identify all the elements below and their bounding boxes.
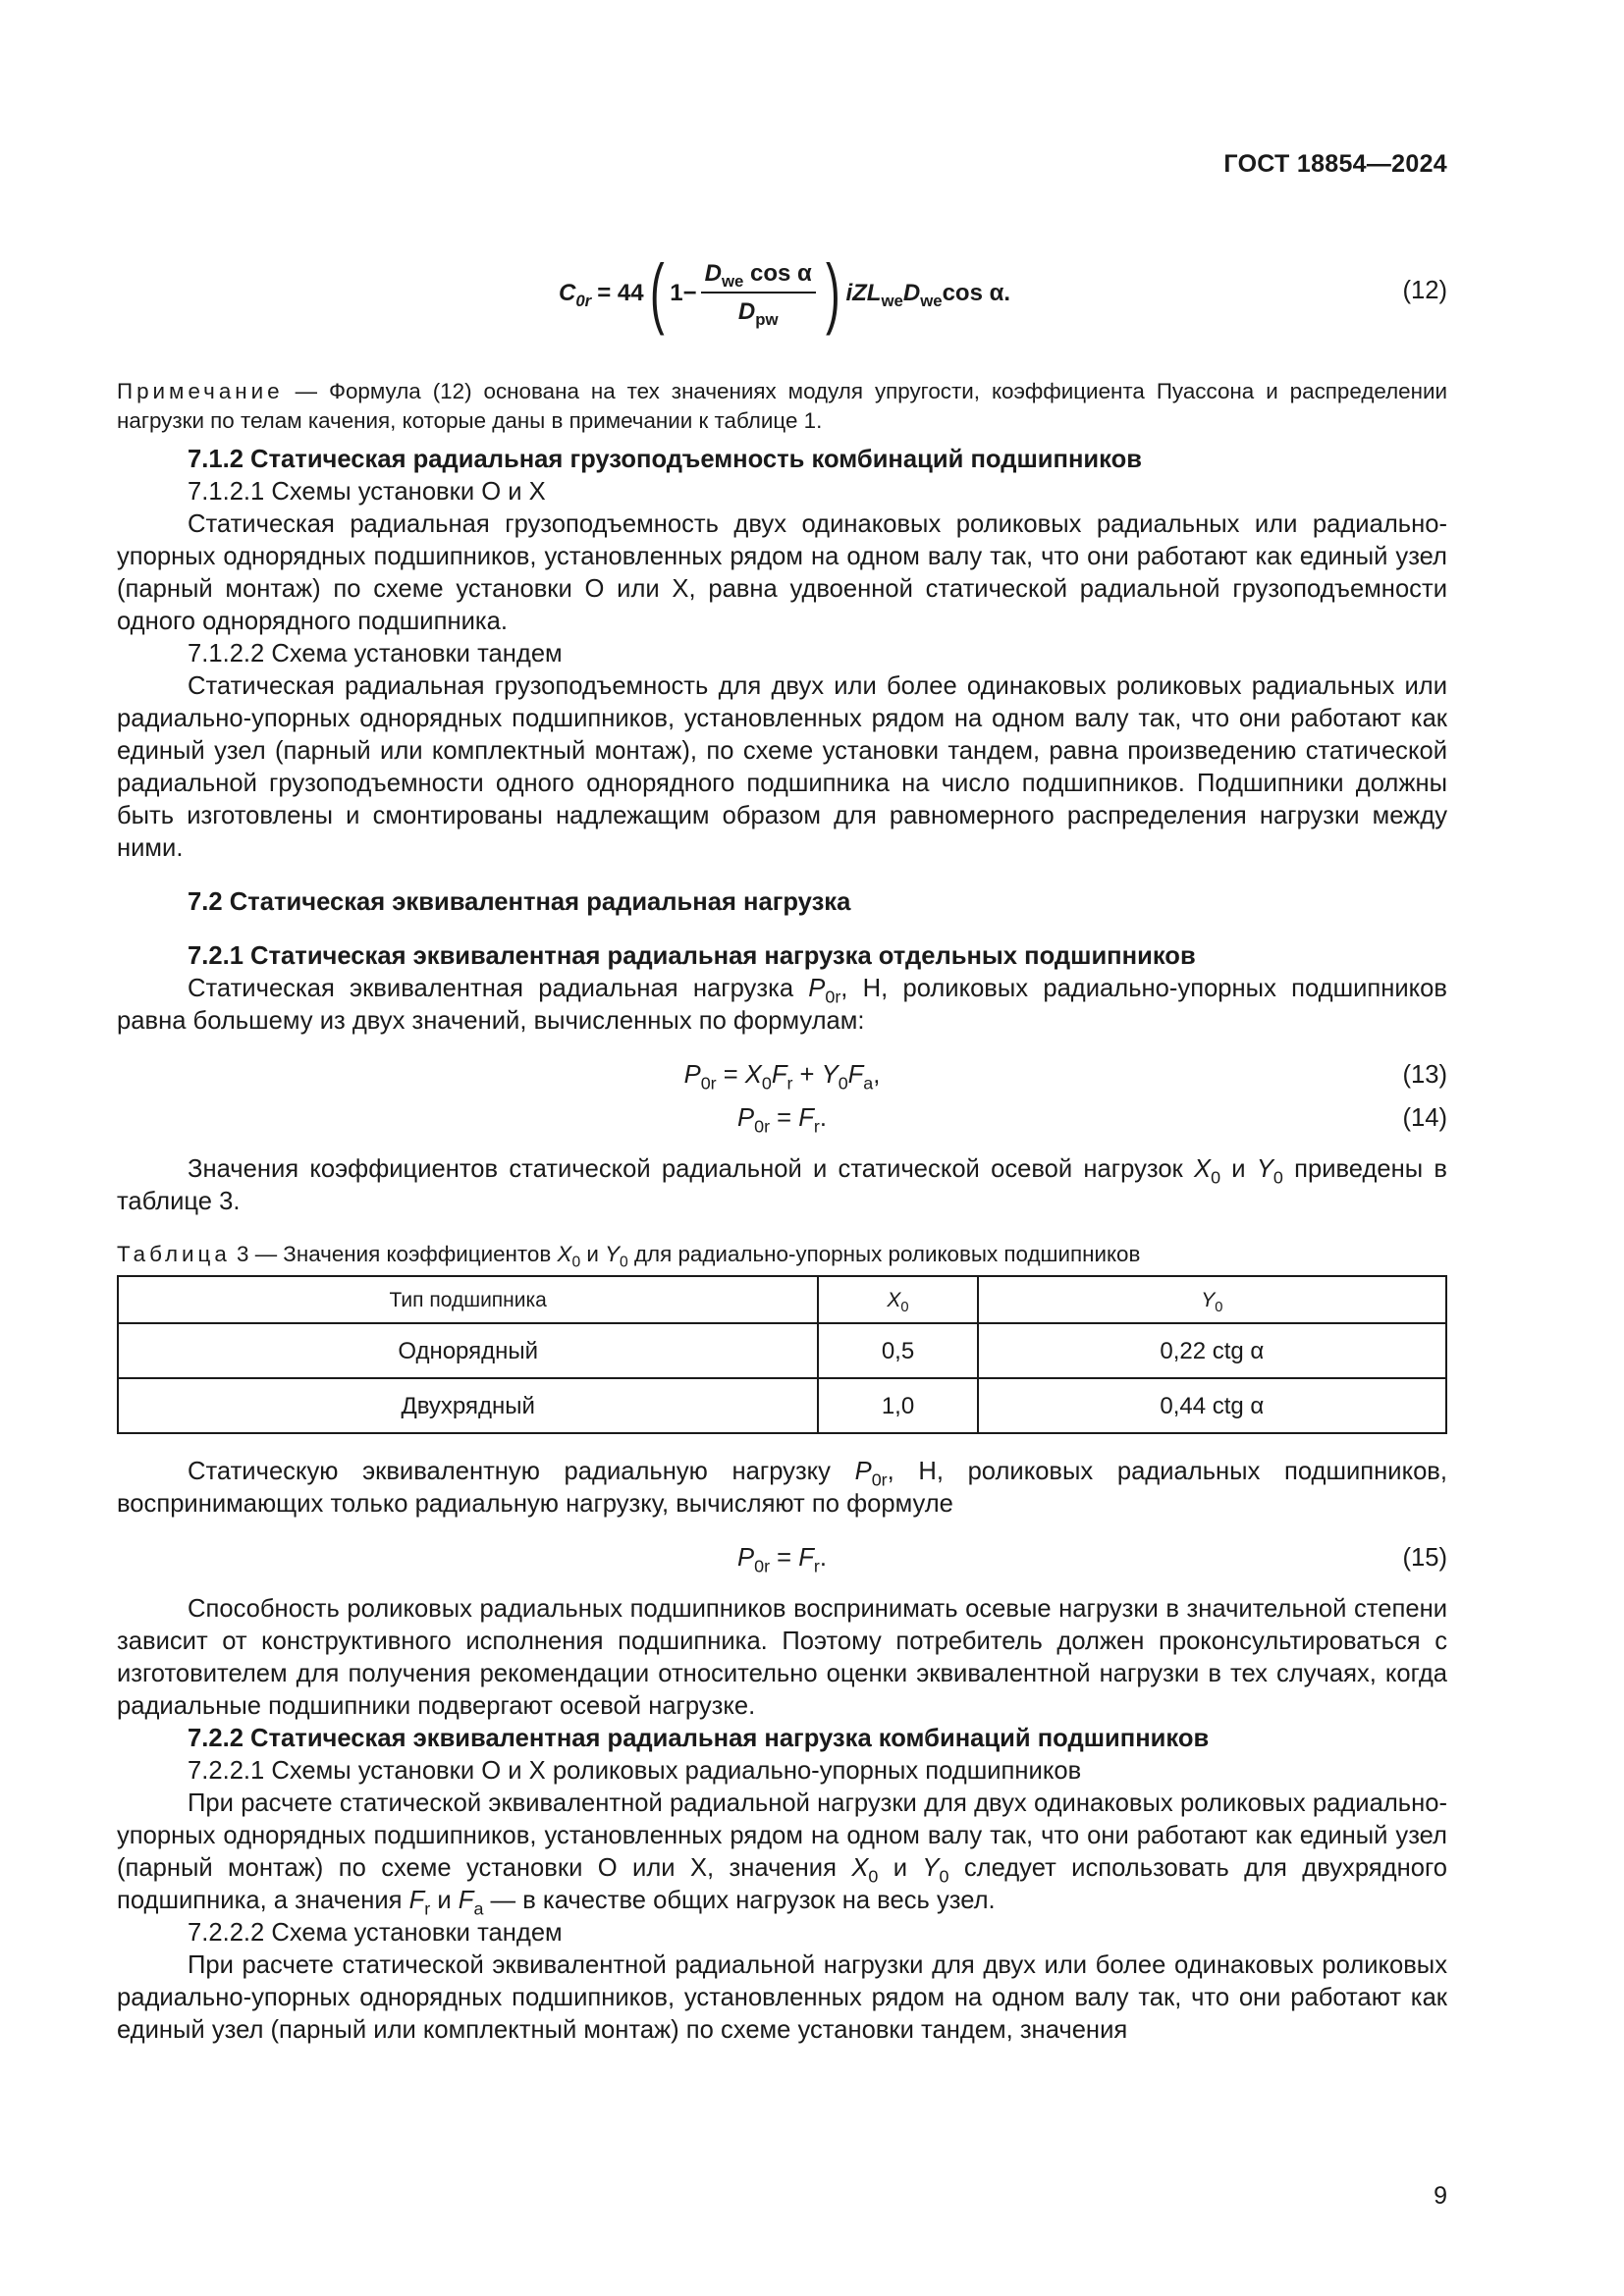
- cell-bearing-type: Однорядный: [118, 1323, 818, 1378]
- table-header-row: [118, 1276, 1446, 1323]
- formula-15: [117, 1542, 1447, 1585]
- formula-13: [117, 1059, 1447, 1102]
- section-7-2-2-1-text: При расчете статической эквивалентной радиальной нагрузки для двух одинаковых роликовых радиально-упорных однорядных подшипников, установленных рядом на одном валу так, что они работают как единый узел (парный монтаж) по схеме установки О или Х, значения $X_0$ и $Y_0$ следует использовать для двухрядного подшипника, а значения $F_r$ и $F_a$ — в качестве общих нагрузок на весь узел.: [117, 1789, 1447, 1919]
- cell-x0: 0,5: [818, 1323, 977, 1378]
- fraction-denominator: $D_{pw}$: [737, 298, 779, 329]
- table-row: [118, 1323, 1446, 1378]
- formula-14-number: (14): [1402, 1104, 1447, 1132]
- header-x0: $X_0$: [818, 1276, 977, 1323]
- section-7-2-1-paragraph-4: Способность роликовых радиальных подшипников воспринимать осевые нагрузки в значительной степени зависит от конструктивного исполнения подшипника. Поэтому потребитель должен проконсультироваться с изготовителем для получения рекомендации относительно оценки эквивалентной нагрузки в тех случаях, когда радиальные подшипники подвергают осевой нагрузке.: [117, 1595, 1447, 1720]
- section-7-2-2-1-heading: 7.2.2.1 Схемы установки О и Х роликовых радиально-упорных подшипников: [188, 1757, 1082, 1785]
- section-7-2-1-paragraph-3: Статическую эквивалентную радиальную нагрузку $P_{0r}$, Н, роликовых радиальных подшипников, воспринимающих только радиальную нагрузку, вычисляют по формуле: [117, 1458, 1448, 1518]
- section-7-2-1-paragraph-1: Статическая эквивалентная радиальная нагрузка $P_{0r}$, Н, роликовых радиально-упорных подшипников равна большему из двух значений, вычисленных по формулам:: [117, 975, 1447, 1035]
- cell-y0: 0,22 ctg α: [978, 1323, 1446, 1378]
- section-7-1-2-1-text: Статическая радиальная грузоподъемность двух одинаковых роликовых радиальных или радиально-упорных однорядных подшипников, установленных рядом на одном валу так, что они работают как единый узел (парный монтаж) по схеме установки О или Х, равна удвоенной статической радиальной грузоподъемности одного однорядного подшипника.: [117, 510, 1447, 635]
- section-7-2-2-2-text: При расчете статической эквивалентной радиальной нагрузки для двух или более одинаковых роликовых радиально-упорных однорядных подшипников, установленных рядом на одном валу так, что они работают как единый узел (парный или комплектный монтаж) по схеме установки тандем, значения: [117, 1951, 1447, 2044]
- page-number: 9: [1434, 2182, 1447, 2210]
- section-7-1-2-heading: 7.1.2 Статическая радиальная грузоподъемность комбинаций подшипников: [188, 446, 1142, 473]
- fraction-numerator: $D_{we}$ cos α: [701, 257, 816, 294]
- table-3-caption: Таблица 3 — Значения коэффициентов $X_0$ и $Y_0$ для радиально-упорных роликовых подшипников: [117, 1242, 1141, 1271]
- cell-bearing-type: Двухрядный: [118, 1378, 818, 1433]
- formula-15-number: (15): [1402, 1544, 1447, 1572]
- formula-12-expression: [559, 243, 1010, 342]
- section-7-1-2-2-text: Статическая радиальная грузоподъемность для двух или более одинаковых роликовых радиальных или радиально-упорных однорядных подшипников, установленных рядом на одном валу так, что они работают как единый узел (парный или комплектный монтаж), по схеме установки тандем, равна произведению статической радиальной грузоподъемности одного однорядного подшипника на число подшипников. Подшипники должны быть изготовлены и смонтированы надлежащим образом для равномерного распределения нагрузки между ними.: [117, 672, 1447, 862]
- formula-12-coef: = 44: [597, 279, 644, 306]
- formula-14: [117, 1102, 1447, 1146]
- header-bearing-type: Тип подшипника: [118, 1276, 818, 1323]
- formula-12-tail: $iZL_{we}D_{we}\cos$ α.: [845, 279, 1011, 310]
- formula-12-fraction: [701, 257, 816, 328]
- section-7-1-2-2-heading: 7.1.2.2 Схема установки тандем: [188, 640, 563, 667]
- section-7-2-1-heading: 7.2.1 Статическая эквивалентная радиальная нагрузка отдельных подшипников: [188, 942, 1196, 970]
- formula-12-lhs: $C_{0r}$: [559, 279, 592, 310]
- formula-12-open-paren: (: [649, 248, 665, 336]
- formula-12: [117, 243, 1447, 342]
- table-3: [117, 1275, 1447, 1434]
- header-y0: $Y_0$: [978, 1276, 1446, 1323]
- note-text: — Формула (12) основана на тех значениях модуля упругости, коэффициента Пуассона и распределении нагрузки по телам качения, которые даны в примечании к таблице 1.: [117, 379, 1447, 433]
- note-label: Примечание: [117, 379, 284, 403]
- formula-12-one-minus: 1−: [670, 279, 697, 306]
- formula-13-expression: $P_{0r} = X_0F_r + Y_0F_a$,: [683, 1061, 881, 1094]
- cell-y0: 0,44 ctg α: [978, 1378, 1446, 1433]
- section-7-2-heading: 7.2 Статическая эквивалентная радиальная нагрузка: [188, 888, 851, 916]
- formula-12-close-paren: ): [825, 248, 840, 336]
- table-row: [118, 1378, 1446, 1433]
- page-content: [117, 243, 1447, 2047]
- section-7-2-1-paragraph-2: Значения коэффициентов статической радиальной и статической осевой нагрузок $X_0$ и $Y_0$ приведены в таблице 3.: [117, 1155, 1447, 1215]
- section-7-2-2-2-heading: 7.2.2.2 Схема установки тандем: [188, 1919, 563, 1947]
- document-id-header: ГОСТ 18854—2024: [1223, 150, 1447, 178]
- note-paragraph: [117, 377, 1447, 436]
- formula-12-number: (12): [1402, 277, 1447, 304]
- cell-x0: 1,0: [818, 1378, 977, 1433]
- formula-15-expression: $P_{0r} = F_r$.: [737, 1544, 827, 1576]
- formula-13-number: (13): [1402, 1061, 1447, 1089]
- section-7-2-2-heading: 7.2.2 Статическая эквивалентная радиальная нагрузка комбинаций подшипников: [188, 1725, 1210, 1752]
- formula-14-expression: $P_{0r} = F_r$.: [737, 1104, 827, 1137]
- section-7-1-2-1-heading: 7.1.2.1 Схемы установки О и Х: [188, 478, 546, 506]
